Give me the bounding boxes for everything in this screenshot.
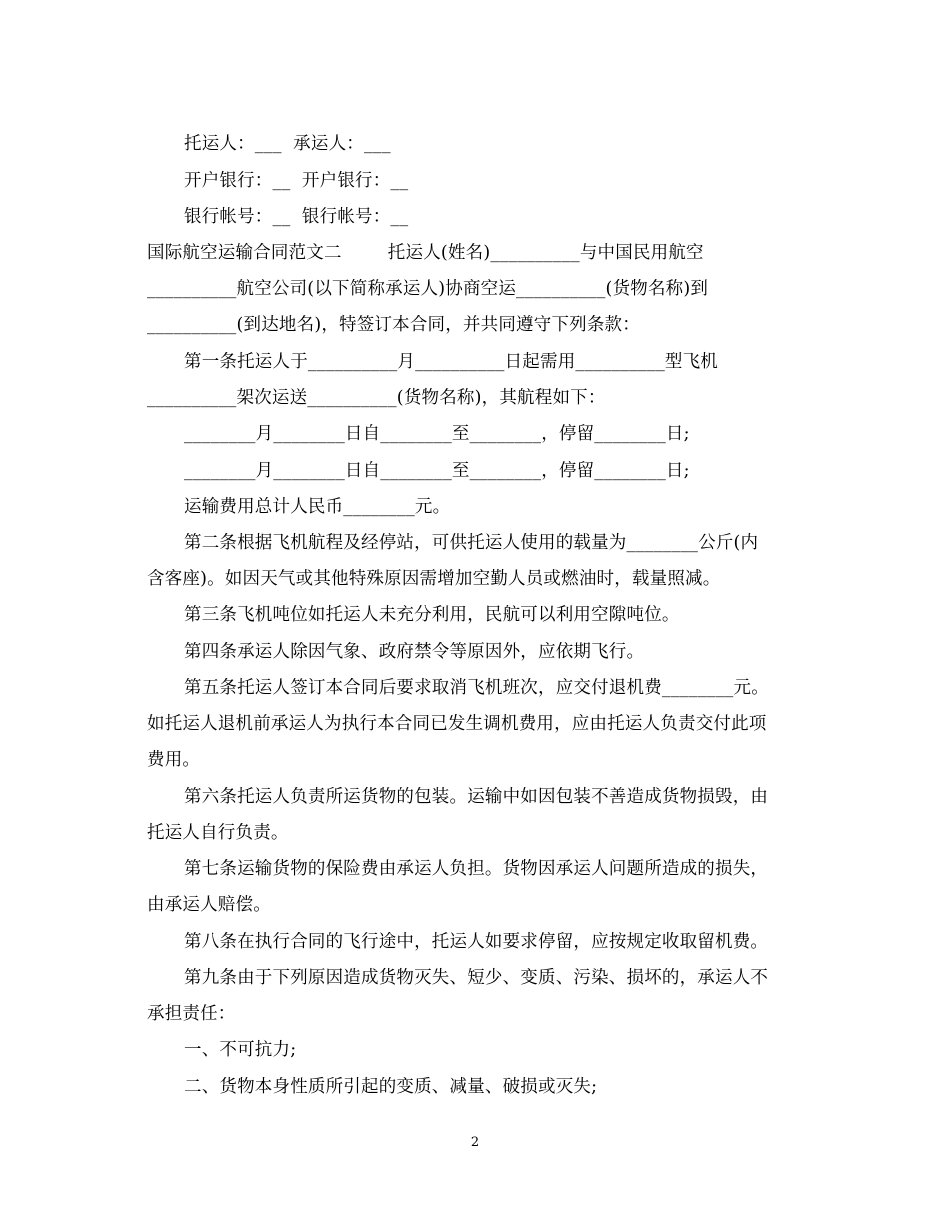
text-line: 第一条托运人于__________月__________日起需用__________型飞机 bbox=[184, 352, 718, 372]
text-line: 银行帐号：__ 银行帐号：__ bbox=[184, 207, 409, 227]
text-line: 第二条根据飞机航程及经停站，可供托运人使用的载量为________公斤(内 bbox=[184, 533, 759, 553]
text-line: __________航空公司(以下简称承运人)协商空运__________(货物名称)到 bbox=[147, 279, 709, 299]
text-line: 一、不可抗力; bbox=[184, 1040, 297, 1060]
text-line: 第七条运输货物的保险费由承运人负担。货物因承运人问题所造成的损失， bbox=[184, 859, 769, 879]
text-line: 承担责任： bbox=[147, 1004, 236, 1024]
text-line: 第三条飞机吨位如托运人未充分利用，民航可以利用空隙吨位。 bbox=[184, 605, 680, 625]
text-line: 由承运人赔偿。 bbox=[147, 895, 271, 915]
text-line: 第九条由于下列原因造成货物灭失、短少、变质、污染、损坏的，承运人不 bbox=[184, 968, 769, 988]
text-line: 托运人：___ 承运人：___ bbox=[184, 134, 391, 154]
text-line: ________月________日自________至________，停留________日; bbox=[184, 424, 690, 444]
text-line: 第五条托运人签订本合同后要求取消飞机班次，应交付退机费________元。 bbox=[184, 678, 769, 698]
text-line: 如托运人退机前承运人为执行本合同已发生调机费用，应由托运人负责交付此项 bbox=[147, 714, 767, 734]
text-line: 第六条托运人负责所运货物的包装。运输中如因包装不善造成货物损毁，由 bbox=[184, 787, 769, 807]
text-line: 含客座)。如因天气或其他特殊原因需增加空勤人员或燃油时，载量照减。 bbox=[147, 569, 721, 589]
text-line: 二、货物本身性质所引起的变质、减量、破损或灭失; bbox=[184, 1077, 598, 1097]
text-line: __________(到达地名)，特签订本合同，并共同遵守下列条款： bbox=[147, 315, 640, 335]
text-line: 运输费用总计人民币________元。 bbox=[184, 497, 451, 517]
text-line: 国际航空运输合同范文二 托运人(姓名)__________与中国民用航空 bbox=[147, 243, 704, 263]
text-line: 第八条在执行合同的飞行途中，托运人如要求停留，应按规定收取留机费。 bbox=[184, 932, 769, 952]
text-line: 第四条承运人除因气象、政府禁令等原因外，应依期飞行。 bbox=[184, 642, 645, 662]
text-line: 费用。 bbox=[147, 750, 201, 770]
text-line: 开户银行：__ 开户银行：__ bbox=[184, 171, 409, 191]
text-line: __________架次运送__________(货物名称)，其航程如下： bbox=[147, 388, 606, 408]
text-line: ________月________日自________至________，停留________日; bbox=[184, 461, 690, 481]
page-number: 2 bbox=[470, 1135, 480, 1150]
text-line: 托运人自行负责。 bbox=[147, 823, 289, 843]
